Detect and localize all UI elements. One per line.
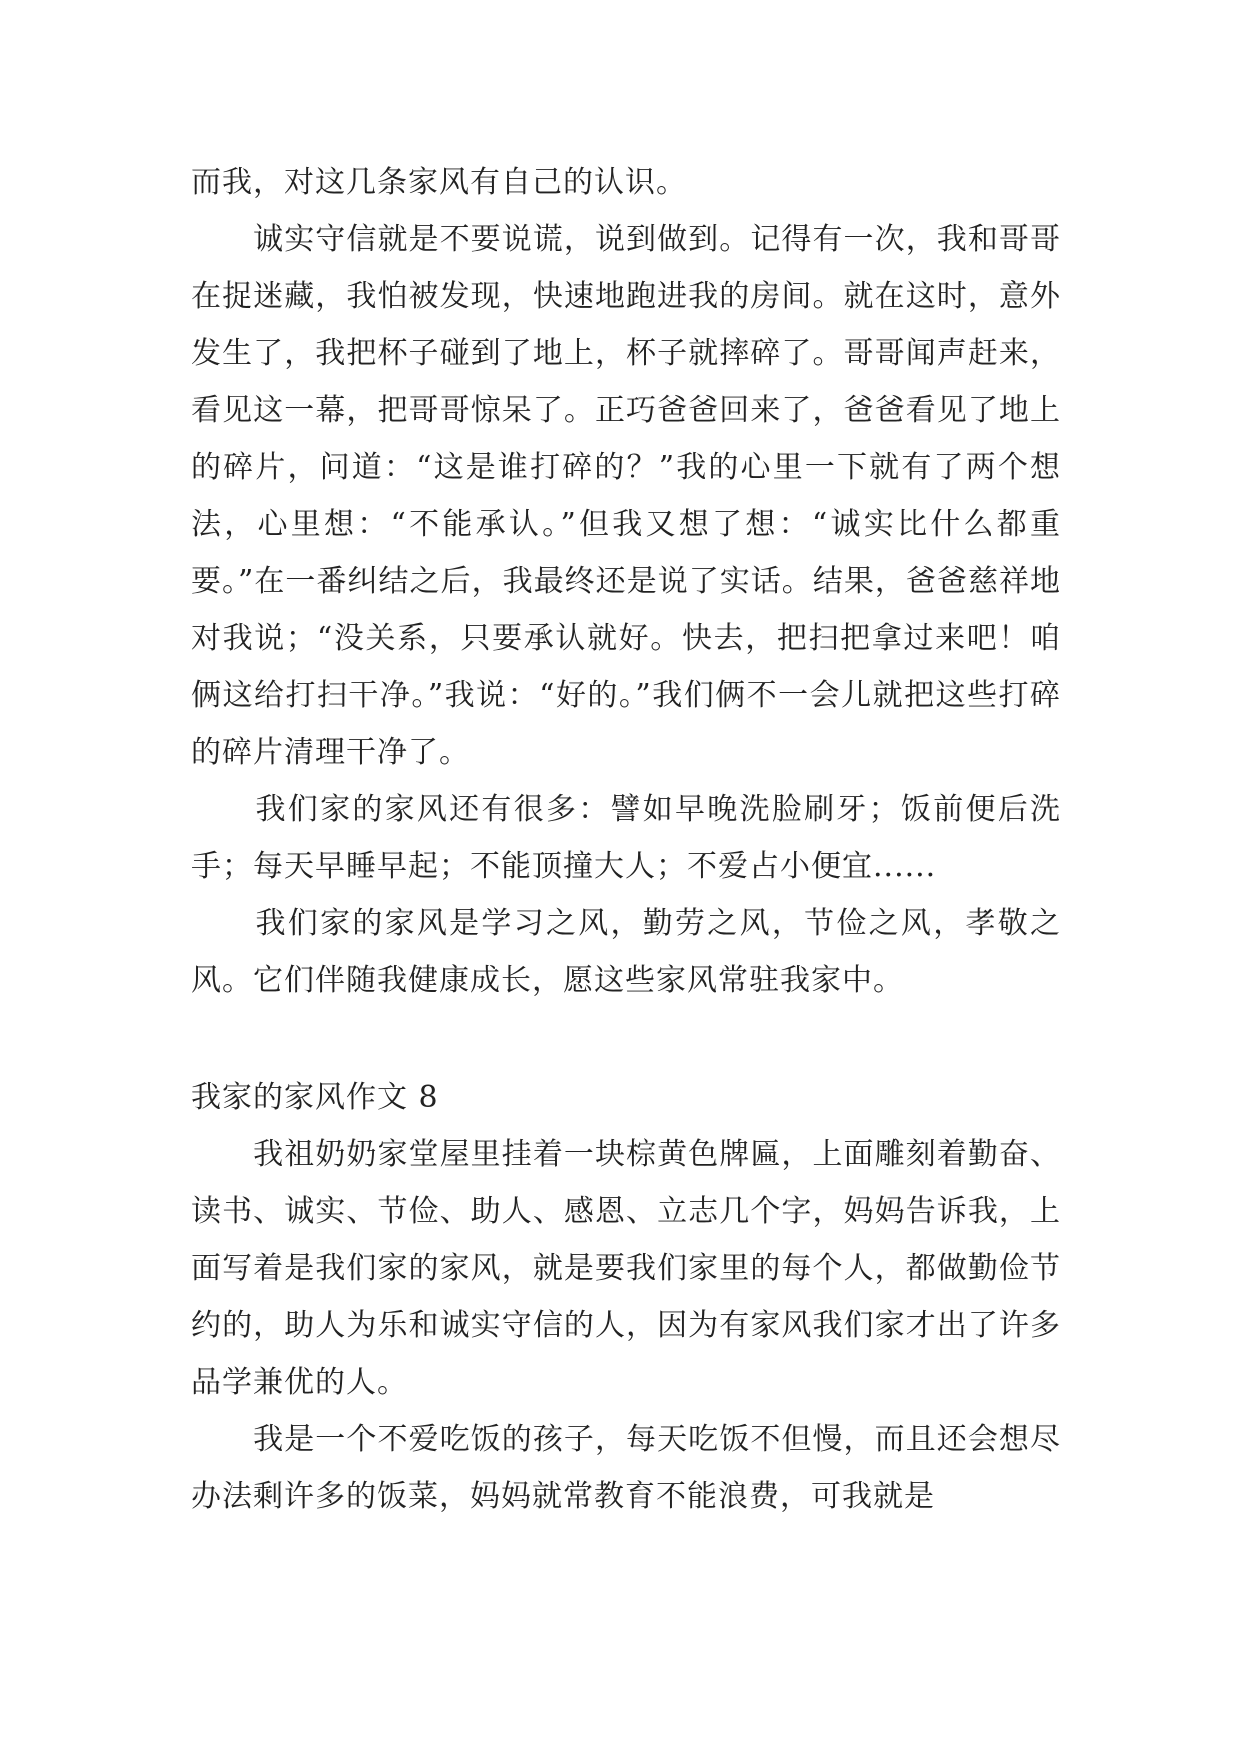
section-spacer xyxy=(191,1009,1061,1069)
paragraph: 我们家的家风是学习之风，勤劳之风，节俭之风，孝敬之风。它们伴随我健康成长，愿这些家风常驻我家中。 xyxy=(191,906,1061,998)
paragraph: 诚实守信就是不要说谎，说到做到。记得有一次，我和哥哥在捉迷藏，我怕被发现，快速地跑进我的房间。就在这时，意外发生了，我把杯子碰到了地上，杯子就摔碎了。哥哥闻声赶来，看见这一幕，把哥哥惊呆了。正巧爸爸回来了，爸爸看见了地上的碎片，问道：“这是谁打碎的？”我的心里一下就有了两个想法，心里想：“不能承认。”但我又想了想：“诚实比什么都重要。”在一番纠结之后，我最终还是说了实话。结果，爸爸慈祥地对我说；“没关系，只要承认就好。快去，把扫把拿过来吧！咱俩这给打扫干净。”我说：“好的。”我们俩不一会儿就把这些打碎的碎片清理干净了。 xyxy=(191,222,1061,770)
document-body xyxy=(191,154,1061,1525)
paragraph: 我是一个不爱吃饭的孩子，每天吃饭不但慢，而且还会想尽办法剩许多的饭菜，妈妈就常教育不能浪费，可我就是 xyxy=(191,1422,1061,1514)
paragraph: 我祖奶奶家堂屋里挂着一块棕黄色牌匾，上面雕刻着勤奋、读书、诚实、节俭、助人、感恩、立志几个字，妈妈告诉我，上面写着是我们家的家风，就是要我们家里的每个人，都做勤俭节约的，助人为乐和诚实守信的人，因为有家风我们家才出了许多品学兼优的人。 xyxy=(191,1137,1061,1400)
paragraph: 我们家的家风还有很多：譬如早晚洗脸刷牙；饭前便后洗手；每天早睡早起；不能顶撞大人；不爱占小便宜...... xyxy=(191,792,1061,884)
paragraph: 而我，对这几条家风有自己的认识。 xyxy=(191,165,687,200)
section-title: 我家的家风作文 8 xyxy=(191,1080,439,1115)
